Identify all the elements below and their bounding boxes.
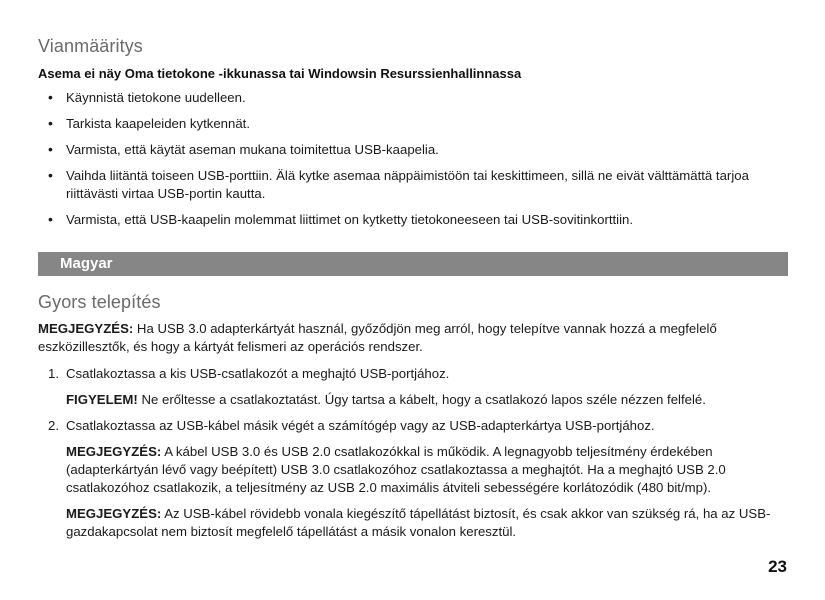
cable-note (66, 443, 788, 497)
bullet-icon: • (48, 141, 53, 157)
bullet-icon: • (48, 115, 53, 131)
list-item-text: Vaihda liitäntä toiseen USB-porttiin. Älä kytke asemaa näppäimistöön tai keskittimeen, sillä ne eivät välttämättä tarjoa riittävästi virtaa USB-portin kautta. (66, 168, 749, 201)
page-number: 23 (768, 557, 787, 576)
warning-note (66, 391, 788, 409)
note-label: MEGJEGYZÉS: (66, 444, 162, 459)
language-label: Magyar (60, 255, 113, 272)
note-text: Ha USB 3.0 adapterkártyát használ, győződjön meg arról, hogy telepítve vannak hozzá a megfelelő eszközillesztők, és hogy a kártyát felismeri az operációs rendszer. (38, 321, 717, 354)
step-number: 2. (48, 418, 59, 433)
troubleshooting-subheading: Asema ei näy Oma tietokone -ikkunassa tai Windowsin Resurssienhallinnassa (38, 66, 522, 81)
note-label: MEGJEGYZÉS: (66, 506, 162, 521)
language-section-bar (38, 252, 788, 276)
step-text: Csatlakoztassa a kis USB-csatlakozót a meghajtó USB-portjához. (66, 366, 450, 381)
list-item-text: Käynnistä tietokone uudelleen. (66, 90, 246, 105)
list-item-text: Varmista, että USB-kaapelin molemmat liittimet on kytketty tietokoneeseen tai USB-sovitinkorttiin. (66, 212, 634, 227)
warning-text: Ne erőltesse a csatlakoztatást. Úgy tartsa a kábelt, hogy a csatlakozó lapos széle nézzen felfelé. (137, 392, 706, 407)
troubleshooting-heading: Vianmääritys (38, 36, 143, 56)
note-label: MEGJEGYZÉS: (38, 321, 134, 336)
step-number: 1. (48, 366, 59, 381)
bullet-icon: • (48, 211, 53, 227)
intro-note (38, 320, 788, 356)
power-note (66, 505, 788, 541)
bullet-icon: • (48, 167, 53, 183)
quick-install-heading: Gyors telepítés (38, 292, 161, 312)
bullet-icon: • (48, 89, 53, 105)
step-text: Csatlakoztassa az USB-kábel másik végét a számítógép vagy az USB-adapterkártya USB-portjához. (66, 418, 655, 433)
note-text: A kábel USB 3.0 és USB 2.0 csatlakozókkal is működik. A legnagyobb teljesítmény érdekében (adapterkártyán lévő vagy beépített) USB 3.0 csatlakozóhoz csatlakoztassa a meghajtót. Ha a meghajtó USB 2.0 csatlakozóhoz csatlakozik, a teljesítmény az USB 2.0 maximális átviteli sebességére korlátozódik (480 bit/mp). (66, 444, 726, 495)
note-text: Az USB-kábel rövidebb vonala kiegészítő tápellátást biztosít, és csak akkor van szükség rá, ha az USB-gazdakapcsolat nem biztosít megfelelő tápellátást a másik vonalon keresztül. (66, 506, 771, 539)
list-item-text: Varmista, että käytät aseman mukana toimitettua USB-kaapelia. (66, 142, 439, 157)
warning-label: FIGYELEM! (66, 392, 138, 407)
list-item-text: Tarkista kaapeleiden kytkennät. (66, 116, 250, 131)
